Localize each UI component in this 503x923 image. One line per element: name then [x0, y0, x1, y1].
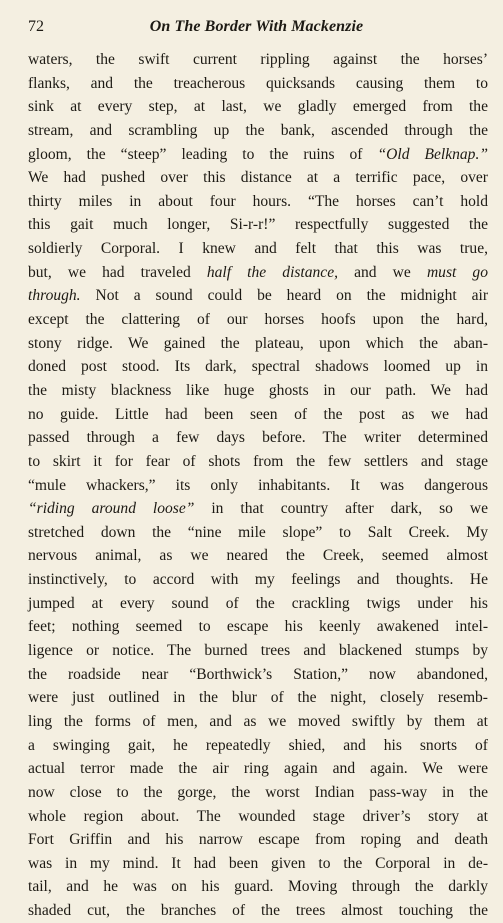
text-run: soldierly Corporal. I knew and felt that this was true,	[28, 240, 488, 258]
text-run: nervous animal, as we neared the Creek, seemed almost	[28, 547, 488, 565]
body-text	[28, 48, 488, 923]
text-run: flanks, and the treacherous quicksands causing them to	[28, 74, 488, 92]
text-line	[28, 828, 488, 852]
text-line	[28, 781, 488, 805]
text-line	[28, 663, 488, 687]
running-head	[28, 18, 485, 38]
text-run: thirty miles in about four hours. “The horses can’t hold	[28, 192, 488, 210]
text-run: actual terror made the air ring again and again. We were	[28, 760, 488, 778]
text-line	[28, 757, 488, 781]
text-run: ling the forms of men, and as we moved swiftly by them at	[28, 712, 488, 730]
text-line	[28, 72, 488, 96]
text-run: but, we had traveled	[28, 263, 207, 281]
text-run: and we	[338, 263, 427, 281]
text-run: in that country after dark, so we	[194, 500, 488, 518]
text-run: “mule whackers,” its only inhabitants. It was dangerous	[28, 476, 488, 494]
text-run: a swinging gait, he repeatedly shied, and his snorts of	[28, 736, 488, 754]
text-line	[28, 166, 488, 190]
text-run: the roadside near “Borthwick’s Station,” now abandoned,	[28, 665, 488, 683]
text-run: was in my mind. It had been given to the Corporal in de-	[28, 854, 488, 872]
italic-text-run: “Old Belknap.”	[377, 145, 488, 163]
text-line	[28, 95, 488, 119]
text-line	[28, 497, 488, 521]
text-run: this gait much longer, Si-r-r!” respectfully suggested the	[28, 216, 488, 234]
text-run: to skirt it for fear of shots from the few settlers and stage	[28, 452, 488, 470]
text-line	[28, 639, 488, 663]
text-run: the misty blackness like huge ghosts in our path. We had	[28, 381, 488, 399]
text-line	[28, 143, 488, 167]
text-line	[28, 710, 488, 734]
italic-text-run: must go	[426, 263, 488, 281]
book-title: On The Border With Mackenzie	[149, 18, 364, 35]
text-run: gloom, the “steep” leading to the ruins of	[28, 145, 378, 163]
text-line	[28, 261, 488, 285]
text-run: feet; nothing seemed to escape his keenly awakened intel-	[28, 618, 488, 636]
text-run: tail, and he was on his guard. Moving through the darkly	[28, 878, 488, 896]
text-run: stretched down the “nine mile slope” to Salt Creek. My	[28, 523, 488, 541]
text-line	[28, 48, 488, 72]
text-line	[28, 450, 488, 474]
text-run: passed through a few days before. The writer determined	[28, 429, 488, 447]
text-run: instinctively, to accord with my feelings and thoughts. He	[28, 571, 488, 589]
text-run: jumped at every sound of the crackling twigs under his	[28, 594, 488, 612]
text-line	[28, 237, 488, 261]
text-run: whole region about. The wounded stage driver’s story at	[28, 807, 488, 825]
text-line	[28, 615, 488, 639]
text-run: shaded cut, the branches of the trees almost touching the	[28, 902, 488, 920]
text-line	[28, 521, 488, 545]
text-run: We had pushed over this distance at a terrific pace, over	[28, 169, 488, 187]
text-run: sink at every step, at last, we gladly emerged from the	[28, 98, 488, 116]
text-run: no guide. Little had been seen of the post as we had	[28, 405, 488, 423]
text-run: Not a sound could be heard on the midnight air	[80, 287, 488, 305]
text-line	[28, 568, 488, 592]
text-line	[28, 284, 488, 308]
text-line	[28, 190, 488, 214]
text-line	[28, 379, 488, 403]
text-run: stream, and scrambling up the bank, ascended through the	[28, 121, 488, 139]
text-line	[28, 332, 488, 356]
italic-text-run: “riding around loose”	[28, 500, 195, 518]
text-line	[28, 474, 488, 498]
text-line	[28, 875, 488, 899]
text-line	[28, 426, 488, 450]
page-number: 72	[28, 18, 44, 35]
text-line	[28, 308, 488, 332]
text-line	[28, 734, 488, 758]
text-run: doned post stood. Its dark, spectral shadows loomed up in	[28, 358, 488, 376]
text-line	[28, 852, 488, 876]
text-run: except the clattering of our horses hoofs upon the hard,	[28, 311, 488, 329]
text-run: stony ridge. We gained the plateau, upon which the aban-	[28, 334, 488, 352]
text-line	[28, 119, 488, 143]
text-line	[28, 899, 488, 923]
text-run: Fort Griffin and his narrow escape from roping and death	[28, 831, 488, 849]
text-line	[28, 213, 488, 237]
text-run: now close to the gorge, the worst Indian pass-way in the	[28, 783, 488, 801]
text-line	[28, 544, 488, 568]
italic-text-run: half the distance,	[206, 263, 338, 281]
text-line	[28, 355, 488, 379]
text-run: ligence or notice. The burned trees and blackened stumps by	[28, 642, 488, 660]
text-line	[28, 686, 488, 710]
italic-text-run: through.	[28, 287, 81, 305]
text-run: were just outlined in the blur of the night, closely resemb-	[28, 689, 488, 707]
text-run: waters, the swift current rippling against the horses’	[28, 51, 488, 68]
text-line	[28, 403, 488, 427]
text-line	[28, 805, 488, 829]
text-line	[28, 592, 488, 616]
